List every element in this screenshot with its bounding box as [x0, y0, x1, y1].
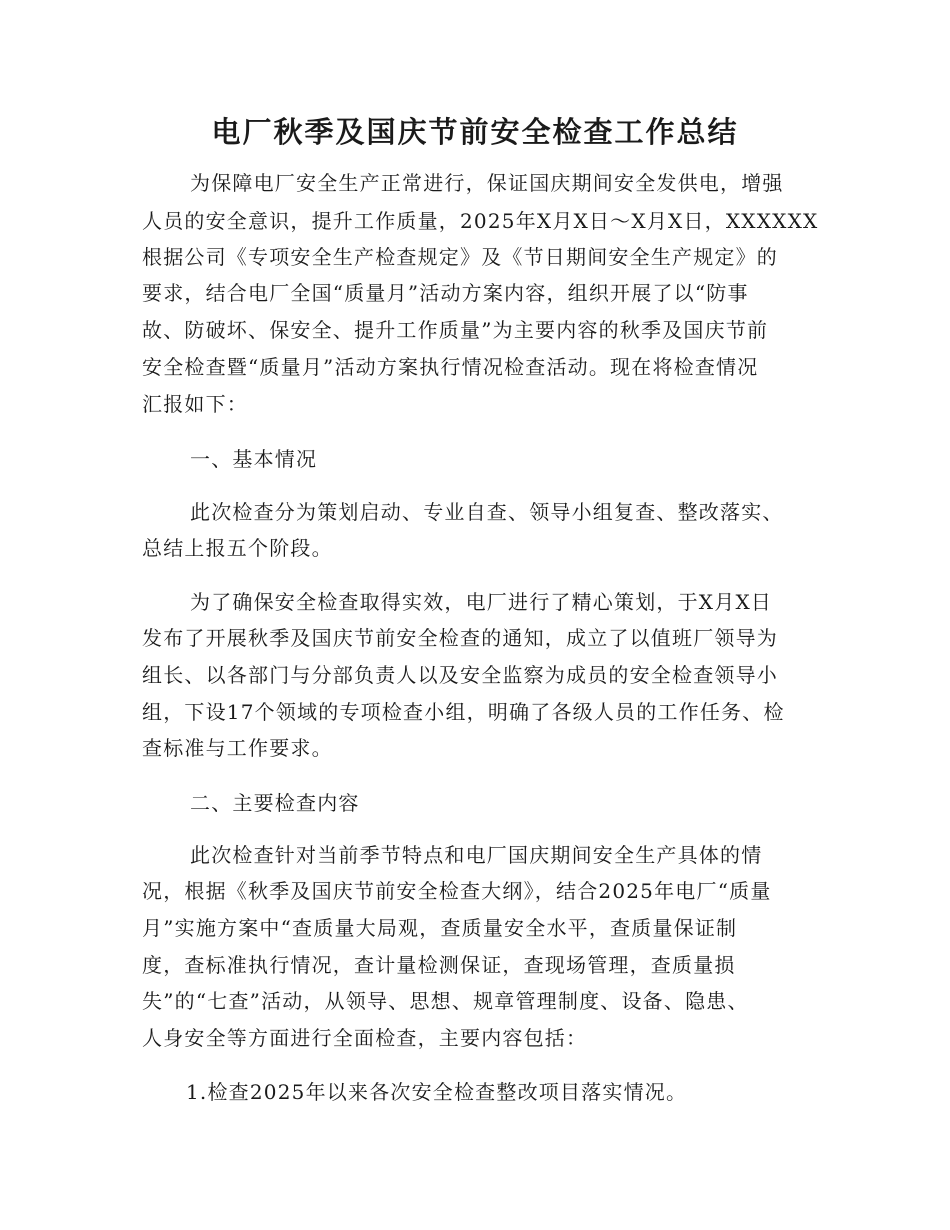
paragraph-line: 此次检查针对当前季节特点和电厂国庆期间安全生产具体的情	[190, 843, 763, 867]
paragraph-line: 失”的“七查”活动，从领导、思想、规章管理制度、设备、隐患、	[142, 989, 749, 1013]
paragraph-line: 发布了开展秋季及国庆节前安全检查的通知，成立了以值班厂领导为	[142, 626, 778, 650]
paragraph-line: 汇报如下：	[142, 392, 248, 416]
section-heading: 一、基本情况	[190, 447, 318, 471]
section-heading: 二、主要检查内容	[190, 791, 360, 815]
list-item: 1.检查2025年以来各次安全检查整改项目落实情况。	[186, 1080, 688, 1104]
paragraph-line: 为保障电厂安全生产正常进行，保证国庆期间安全发供电，增强	[190, 171, 784, 195]
paragraph-line: 度，查标准执行情况，查计量检测保证，查现场管理，查质量损	[142, 953, 736, 977]
paragraph-line: 安全检查暨“质量月”活动方案执行情况检查活动。现在将检查情况	[142, 355, 759, 379]
paragraph-line: 故、防破坏、保安全、提升工作质量”为主要内容的秋季及国庆节前	[142, 318, 769, 342]
paragraph-line: 组长、以各部门与分部负责人以及安全监察为成员的安全检查领导小	[142, 663, 778, 687]
paragraph-line: 此次检查分为策划启动、专业自查、领导小组复查、整改落实、	[190, 500, 784, 524]
paragraph-line: 组，下设17个领域的专项检查小组，明确了各级人员的工作任务、检	[142, 700, 785, 724]
paragraph-line: 查标准与工作要求。	[142, 736, 333, 760]
paragraph-line: 为了确保安全检查取得实效，电厂进行了精心策划，于X月X日	[190, 590, 773, 614]
paragraph-line: 要求，结合电厂全国“质量月”活动方案内容，组织开展了以“防事	[142, 281, 749, 305]
document-title: 电厂秋季及国庆节前安全检查工作总结	[211, 115, 739, 149]
paragraph-line: 根据公司《专项安全生产检查规定》及《节日期间安全生产规定》的	[142, 245, 778, 269]
paragraph-line: 人员的安全意识，提升工作质量，2025年X月X日～X月X日，XXXXXX	[142, 209, 819, 233]
paragraph-line: 月”实施方案中“查质量大局观，查质量安全水平，查质量保证制	[142, 916, 738, 940]
paragraph-line: 况，根据《秋季及国庆节前安全检查大纲》，结合2025年电厂“质量	[142, 879, 772, 903]
paragraph-line: 人身安全等方面进行全面检查，主要内容包括：	[142, 1026, 588, 1050]
paragraph-line: 总结上报五个阶段。	[142, 536, 333, 560]
